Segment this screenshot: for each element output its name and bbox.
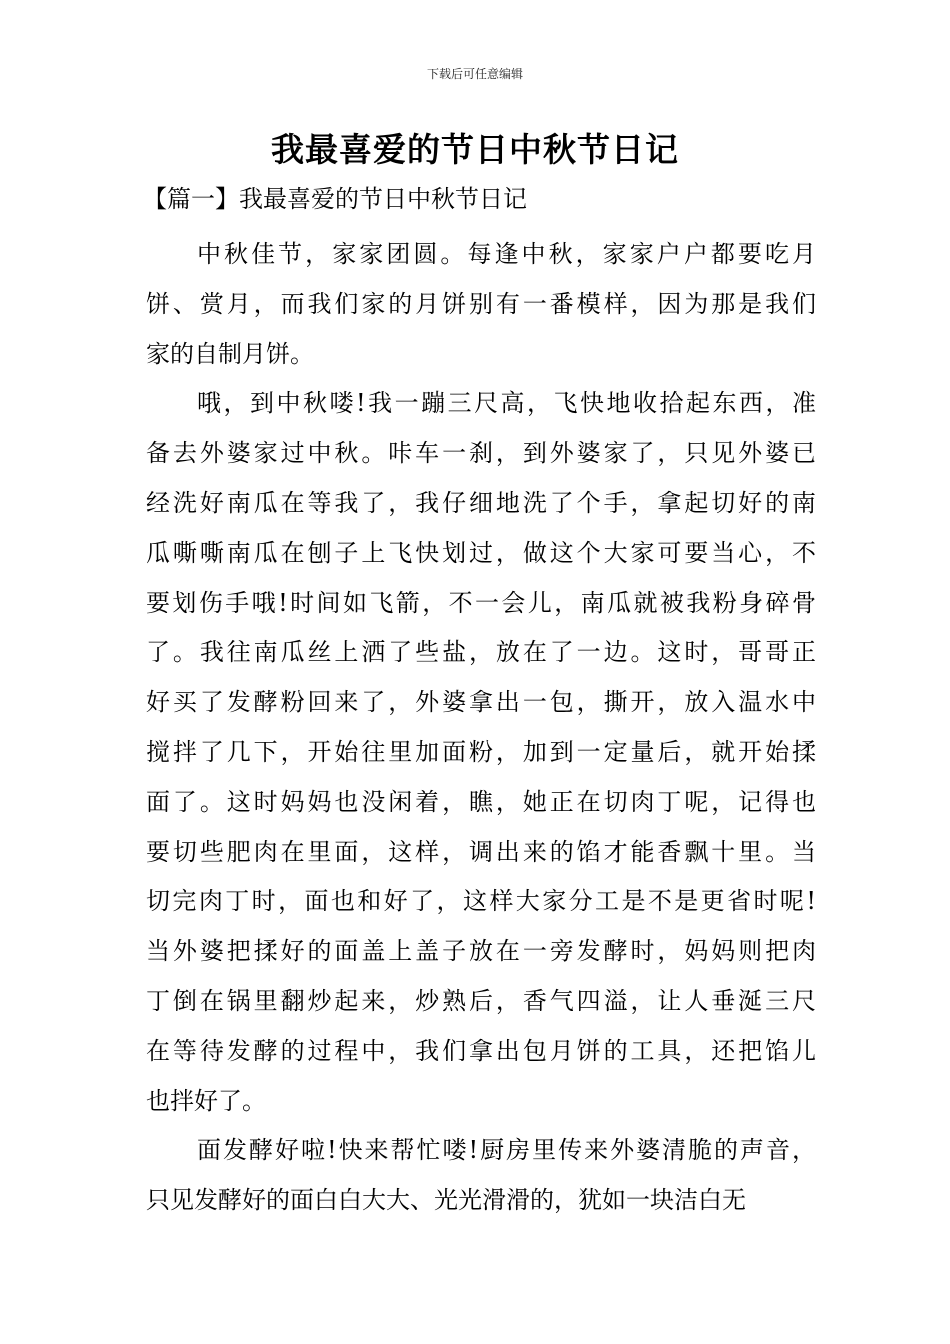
paragraph-line: 切完肉丁时，面也和好了，这样大家分工是不是更省时呢! xyxy=(146,887,816,916)
paragraph-line: 家的自制月饼。 xyxy=(146,339,314,368)
paragraph-line: 中秋佳节，家家团圆。每逢中秋，家家户户都要吃月 xyxy=(197,240,816,268)
section-heading: 【篇一】我最喜爱的节日中秋节日记 xyxy=(143,185,527,213)
paragraph-line: 哦，到中秋喽!我一蹦三尺高，飞快地收拾起东西，准 xyxy=(197,389,816,418)
paragraph-line: 面了。这时妈妈也没闲着，瞧，她正在切肉丁呢，记得也 xyxy=(146,787,816,816)
paragraph-line: 丁倒在锅里翻炒起来，炒熟后，香气四溢，让人垂涎三尺 xyxy=(146,986,816,1015)
paragraph-line: 备去外婆家过中秋。咔车一刹，到外婆家了，只见外婆已 xyxy=(146,439,816,468)
paragraph-line: 面发酵好啦!快来帮忙喽!厨房里传来外婆清脆的声音， xyxy=(197,1136,816,1165)
document-body xyxy=(146,230,816,1226)
paragraph-line: 好买了发酵粉回来了，外婆拿出一包，撕开，放入温水中 xyxy=(146,688,816,717)
paragraph xyxy=(146,379,816,1126)
header-note: 下载后可任意编辑 xyxy=(426,67,523,81)
paragraph-line: 只见发酵好的面白白大大、光光滑滑的，犹如一块洁白无 xyxy=(146,1186,746,1215)
paragraph xyxy=(146,230,816,379)
paragraph-line: 在等待发酵的过程中，我们拿出包月饼的工具，还把馅儿 xyxy=(146,1036,816,1065)
paragraph-line: 饼、赏月，而我们家的月饼别有一番模样，因为那是我们 xyxy=(146,289,816,318)
paragraph-line: 经洗好南瓜在等我了，我仔细地洗了个手，拿起切好的南 xyxy=(146,488,816,517)
paragraph xyxy=(146,1126,816,1226)
paragraph-line: 当外婆把揉好的面盖上盖子放在一旁发酵时，妈妈则把肉 xyxy=(146,937,816,966)
paragraph-line: 了。我往南瓜丝上洒了些盐，放在了一边。这时，哥哥正 xyxy=(146,638,816,667)
paragraph-line: 瓜嘶嘶南瓜在刨子上飞快划过，做这个大家可要当心，不 xyxy=(146,538,816,567)
document-title: 我最喜爱的节日中秋节日记 xyxy=(271,130,679,169)
paragraph-line: 搅拌了几下，开始往里加面粉，加到一定量后，就开始揉 xyxy=(146,737,816,766)
paragraph-line: 要切些肥肉在里面，这样，调出来的馅才能香飘十里。当 xyxy=(146,837,816,866)
paragraph-line: 要划伤手哦!时间如飞箭，不一会儿，南瓜就被我粉身碎骨 xyxy=(146,588,816,617)
paragraph-line: 也拌好了。 xyxy=(146,1086,266,1115)
